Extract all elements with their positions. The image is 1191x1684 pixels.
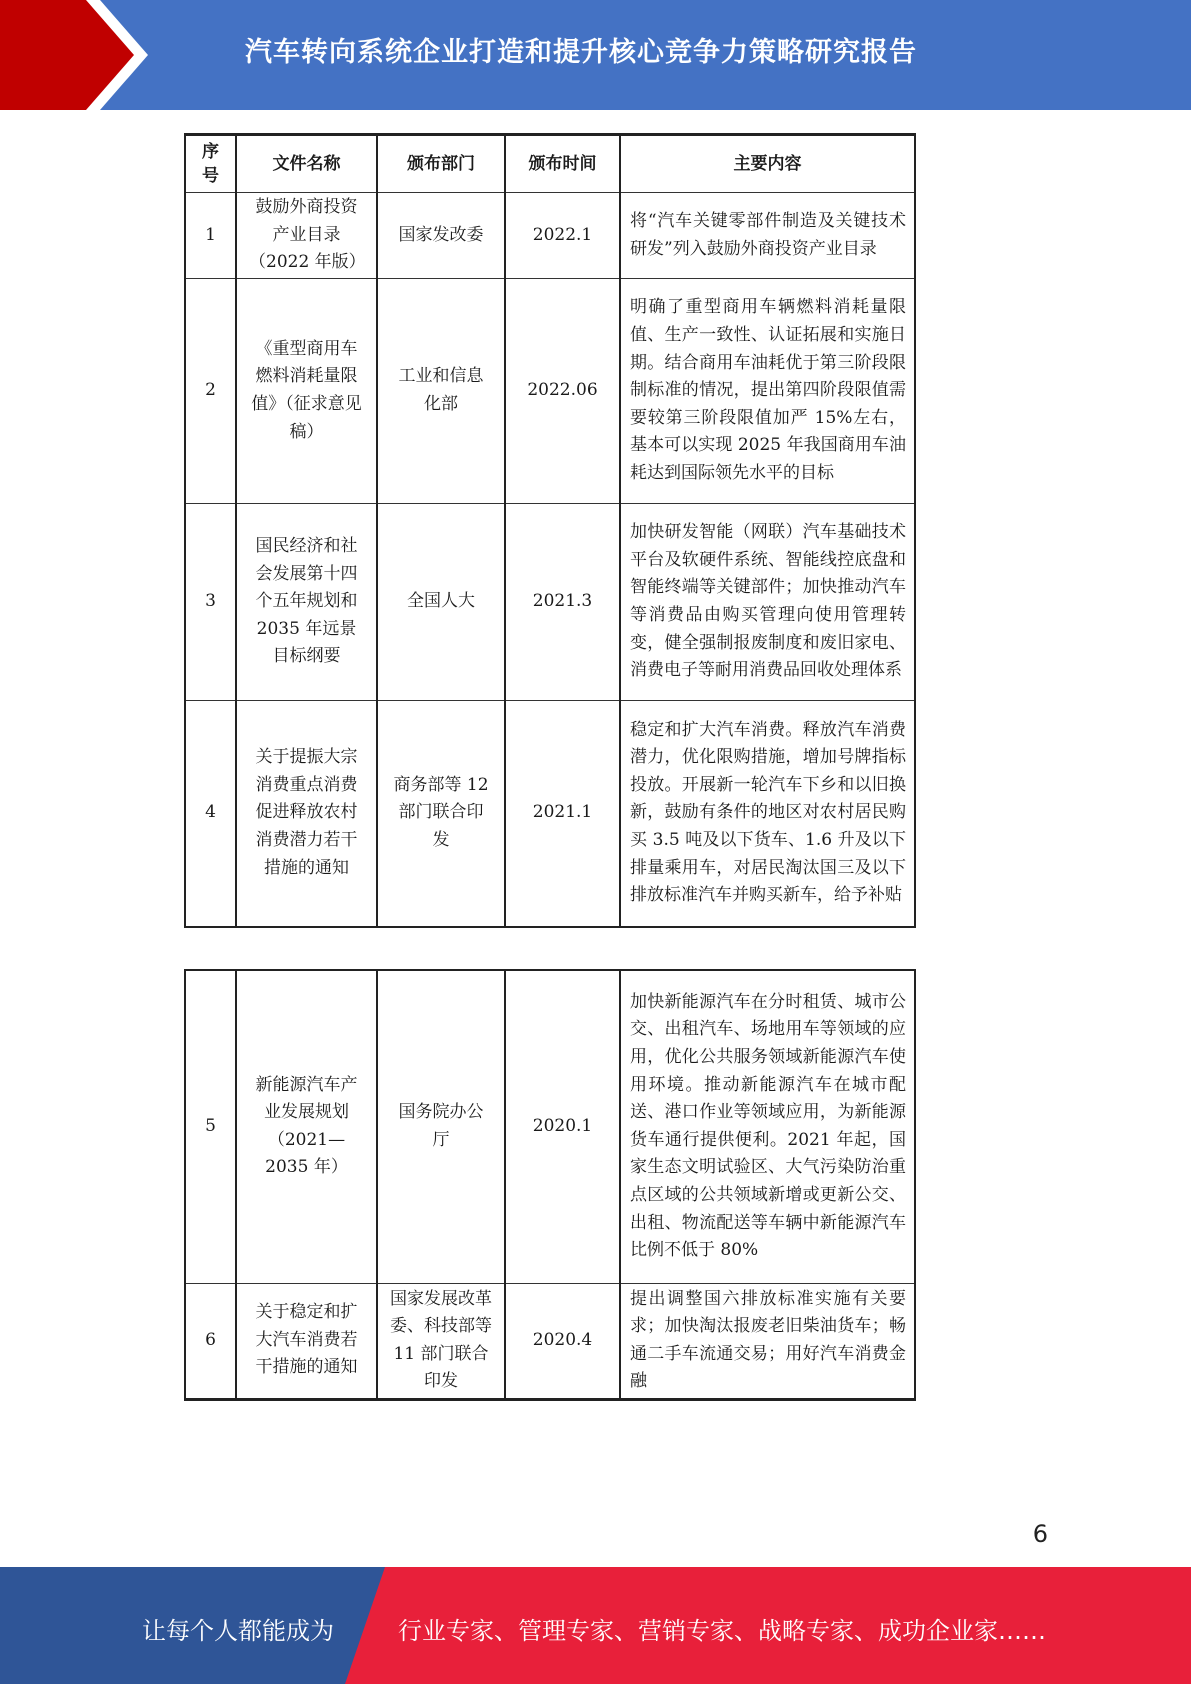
table-row (185, 193, 915, 279)
policy-table-part-2 (184, 969, 916, 1401)
cell-dept: 国家发展改革委、科技部等 11 部门联合印发 (377, 1283, 505, 1399)
column-header-no: 序号 (185, 135, 236, 193)
cell-dept: 国家发改委 (377, 193, 505, 279)
header-banner (0, 0, 1191, 110)
header-chevron-icon (0, 0, 160, 110)
cell-dept: 全国人大 (377, 504, 505, 701)
cell-date: 2022.1 (505, 193, 620, 279)
cell-content: 明确了重型商用车辆燃料消耗量限值、生产一致性、认证拓展和实施日期。结合商用车油耗优于第三阶段限制标准的情况，提出第四阶段限值需要较第三阶段限值加严 15%左右，基本可以实现 2025 年我国商用车油耗达到国际领先水平的目标 (620, 279, 915, 504)
table-row (185, 504, 915, 701)
footer-slogan-left: 让每个人都能成为 (142, 1617, 334, 1645)
table-row (185, 970, 915, 1283)
cell-no: 3 (185, 504, 236, 701)
cell-no: 5 (185, 970, 236, 1283)
cell-dept: 国务院办公厅 (377, 970, 505, 1283)
column-header-date: 颁布时间 (505, 135, 620, 193)
cell-content: 稳定和扩大汽车消费。释放汽车消费潜力，优化限购措施，增加号牌指标投放。开展新一轮汽车下乡和以旧换新，鼓励有条件的地区对农村居民购买 3.5 吨及以下货车、1.6 升及以下排量乘用车，对居民淘汰国三及以下排放标准汽车并购买新车，给予补贴 (620, 701, 915, 927)
cell-name: 关于提振大宗消费重点消费促进释放农村消费潜力若干措施的通知 (236, 701, 377, 927)
footer-banner (0, 1567, 1191, 1684)
table-row (185, 701, 915, 927)
cell-no: 6 (185, 1283, 236, 1399)
cell-content: 提出调整国六排放标准实施有关要求；加快淘汰报废老旧柴油货车；畅通二手车流通交易；用好汽车消费金融 (620, 1283, 915, 1399)
cell-date: 2022.06 (505, 279, 620, 504)
column-header-dept: 颁布部门 (377, 135, 505, 193)
cell-date: 2020.4 (505, 1283, 620, 1399)
cell-name: 国民经济和社会发展第十四个五年规划和 2035 年远景目标纲要 (236, 504, 377, 701)
policy-table-part-1 (184, 133, 916, 928)
column-header-name: 文件名称 (236, 135, 377, 193)
table-row (185, 1283, 915, 1399)
table-row (185, 279, 915, 504)
report-title: 汽车转向系统企业打造和提升核心竞争力策略研究报告 (245, 37, 917, 68)
cell-content: 加快新能源汽车在分时租赁、城市公交、出租汽车、场地用车等领域的应用，优化公共服务领域新能源汽车使用环境。推动新能源汽车在城市配送、港口作业等领域应用，为新能源货车通行提供便利。2021 年起，国家生态文明试验区、大气污染防治重点区域的公共领域新增或更新公交、出租、物流配送等车辆中新能源汽车比例不低于 80% (620, 970, 915, 1283)
cell-dept: 工业和信息化部 (377, 279, 505, 504)
cell-dept: 商务部等 12 部门联合印发 (377, 701, 505, 927)
cell-content: 加快研发智能（网联）汽车基础技术平台及软硬件系统、智能线控底盘和智能终端等关键部件；加快推动汽车等消费品由购买管理向使用管理转变，健全强制报废制度和废旧家电、消费电子等耐用消费品回收处理体系 (620, 504, 915, 701)
cell-no: 4 (185, 701, 236, 927)
cell-no: 2 (185, 279, 236, 504)
cell-no: 1 (185, 193, 236, 279)
cell-date: 2021.1 (505, 701, 620, 927)
cell-content: 将“汽车关键零部件制造及关键技术研发”列入鼓励外商投资产业目录 (620, 193, 915, 279)
cell-name: 关于稳定和扩大汽车消费若干措施的通知 (236, 1283, 377, 1399)
cell-name: 《重型商用车燃料消耗量限值》（征求意见稿） (236, 279, 377, 504)
cell-name: 新能源汽车产业发展规划（2021—2035 年） (236, 970, 377, 1283)
footer-slogan-right: 行业专家、管理专家、营销专家、战略专家、成功企业家…… (398, 1617, 1046, 1645)
table-header-row (185, 135, 915, 193)
page-number: 6 (1032, 1520, 1048, 1548)
cell-name: 鼓励外商投资产业目录（2022 年版） (236, 193, 377, 279)
column-header-content: 主要内容 (620, 135, 915, 193)
cell-date: 2021.3 (505, 504, 620, 701)
cell-date: 2020.1 (505, 970, 620, 1283)
